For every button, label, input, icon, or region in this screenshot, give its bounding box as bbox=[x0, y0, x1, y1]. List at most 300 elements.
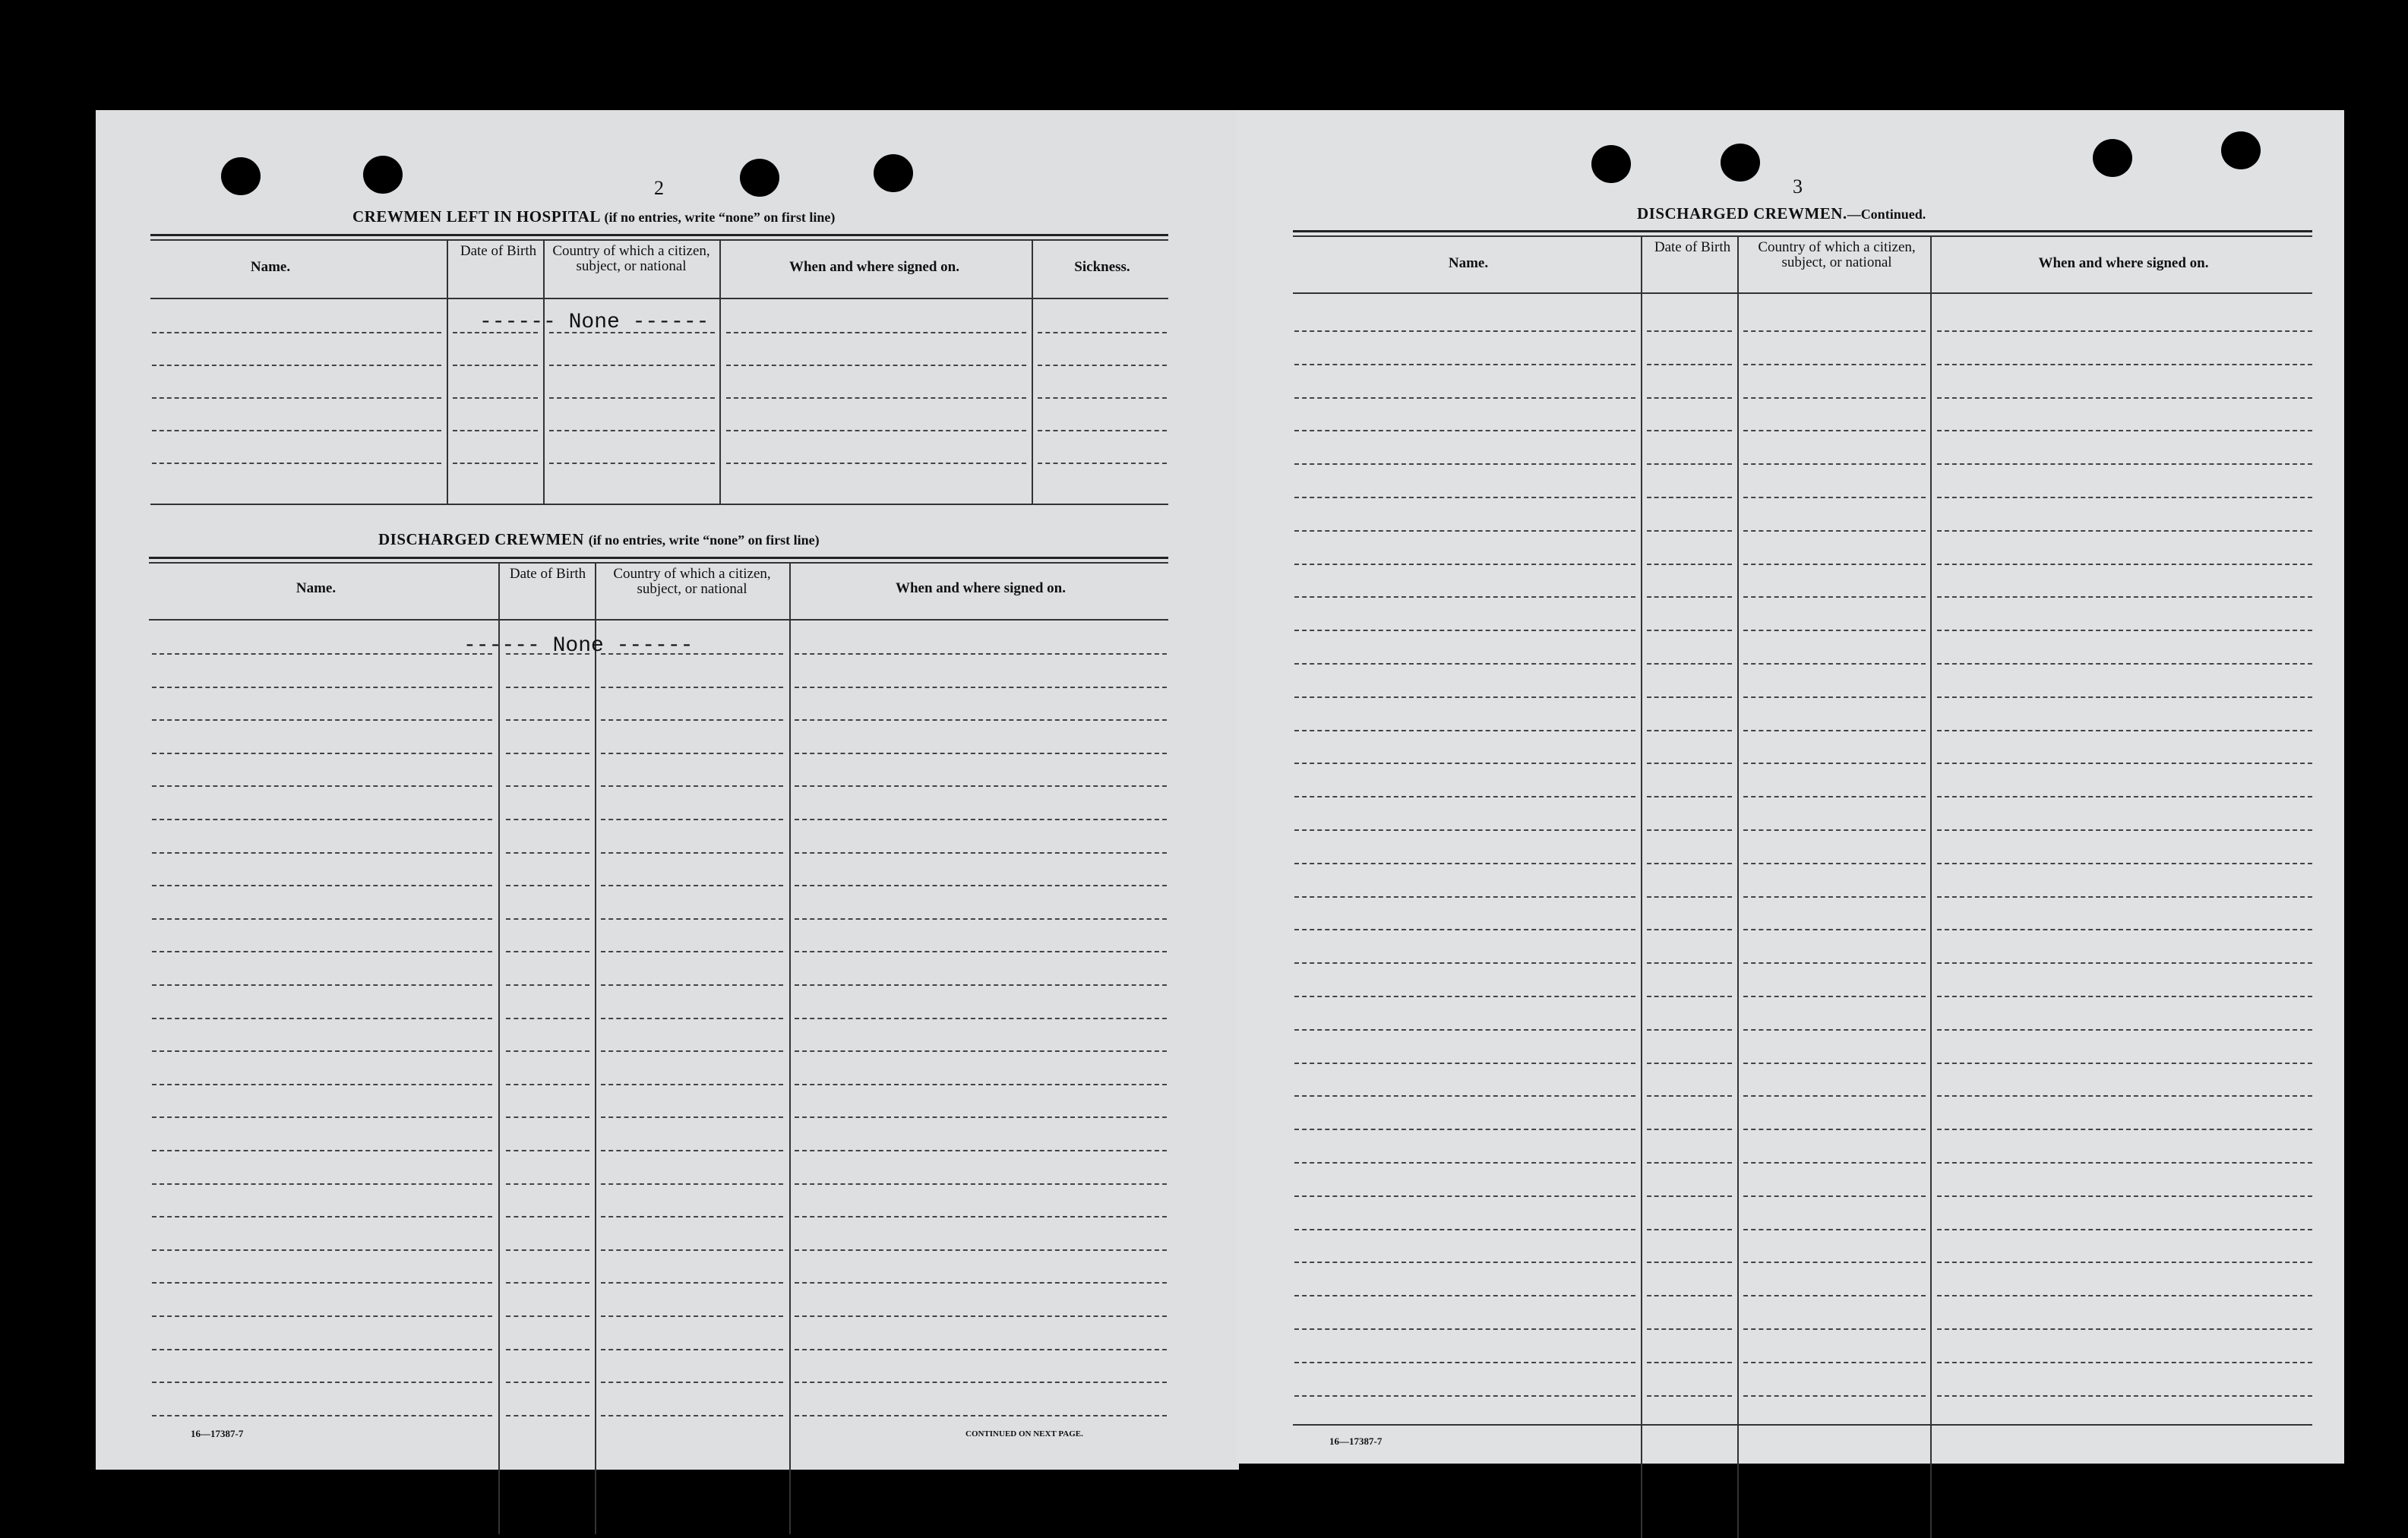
row-line bbox=[1647, 796, 1732, 797]
row-line bbox=[795, 687, 1167, 688]
row-line bbox=[601, 918, 783, 920]
row-line bbox=[1647, 1095, 1732, 1097]
hospital-none-entry: ------ None ------ bbox=[479, 311, 709, 334]
row-line bbox=[1743, 596, 1926, 598]
row-line bbox=[1743, 630, 1926, 631]
row-line bbox=[601, 1018, 783, 1019]
discharged-none-entry: ------ None ------ bbox=[463, 634, 694, 658]
row-line bbox=[601, 1050, 783, 1052]
row-line bbox=[1647, 430, 1732, 431]
row-line bbox=[601, 1116, 783, 1118]
col-header-country: Country of which a citizen, subject, or national bbox=[613, 566, 771, 597]
row-line bbox=[795, 753, 1167, 754]
punch-hole bbox=[874, 154, 913, 192]
row-line bbox=[1937, 364, 2312, 365]
row-line bbox=[1937, 430, 2312, 431]
row-line bbox=[506, 819, 589, 820]
row-line bbox=[1937, 796, 2312, 797]
row-line bbox=[1647, 1362, 1732, 1363]
row-line bbox=[506, 984, 589, 986]
row-line bbox=[1294, 863, 1635, 864]
row-line bbox=[506, 1150, 589, 1151]
row-line bbox=[795, 1282, 1167, 1284]
row-line bbox=[506, 1084, 589, 1085]
table-rule bbox=[1293, 230, 2312, 232]
row-line bbox=[1743, 863, 1926, 864]
row-line bbox=[506, 885, 589, 886]
form-number: 16—17387-7 bbox=[1329, 1435, 1383, 1447]
row-line bbox=[1038, 463, 1167, 464]
row-line bbox=[795, 1249, 1167, 1251]
row-line bbox=[1937, 1063, 2312, 1064]
row-line bbox=[601, 687, 783, 688]
row-line bbox=[1743, 663, 1926, 665]
table-rule bbox=[150, 298, 1168, 299]
row-line bbox=[506, 719, 589, 721]
row-line bbox=[1743, 962, 1926, 964]
row-line bbox=[1647, 1029, 1732, 1031]
row-line bbox=[1937, 962, 2312, 964]
row-line bbox=[1743, 564, 1926, 565]
row-line bbox=[1743, 497, 1926, 498]
row-line bbox=[1937, 929, 2312, 930]
row-line bbox=[1743, 364, 1926, 365]
row-line bbox=[726, 365, 1026, 366]
row-line bbox=[506, 1349, 589, 1350]
row-line bbox=[1647, 1063, 1732, 1064]
row-line bbox=[601, 819, 783, 820]
col-header-name: Name. bbox=[1448, 255, 1489, 271]
row-line bbox=[1743, 829, 1926, 831]
table-rule bbox=[1293, 1424, 2312, 1426]
row-line bbox=[152, 653, 492, 655]
row-line bbox=[1647, 1328, 1732, 1330]
row-line bbox=[601, 1282, 783, 1284]
row-line bbox=[1743, 996, 1926, 997]
column-divider bbox=[789, 562, 791, 1534]
row-line bbox=[1294, 1095, 1635, 1097]
row-line bbox=[152, 365, 441, 366]
row-line bbox=[1937, 630, 2312, 631]
col-header-signed-on: When and where signed on. bbox=[2038, 255, 2209, 271]
row-line bbox=[506, 1382, 589, 1383]
row-line bbox=[1294, 364, 1635, 365]
col-header-signed-on: When and where signed on. bbox=[788, 259, 959, 275]
row-line bbox=[1294, 463, 1635, 465]
row-line bbox=[1743, 1195, 1926, 1197]
row-line bbox=[506, 1249, 589, 1251]
row-line bbox=[1743, 1395, 1926, 1397]
row-line bbox=[1743, 1063, 1926, 1064]
row-line bbox=[795, 1415, 1167, 1416]
row-line bbox=[549, 430, 715, 431]
row-line bbox=[1937, 497, 2312, 498]
row-line bbox=[152, 1050, 492, 1052]
row-line bbox=[453, 430, 538, 431]
row-line bbox=[1647, 364, 1732, 365]
row-line bbox=[1294, 397, 1635, 399]
row-line bbox=[795, 885, 1167, 886]
column-divider bbox=[1032, 239, 1033, 505]
column-divider bbox=[1737, 235, 1739, 1538]
row-line bbox=[795, 951, 1167, 952]
row-line bbox=[1743, 1295, 1926, 1296]
row-line bbox=[1743, 929, 1926, 930]
row-line bbox=[453, 365, 538, 366]
row-line bbox=[1937, 1362, 2312, 1363]
row-line bbox=[601, 1415, 783, 1416]
row-line bbox=[1937, 564, 2312, 565]
row-line bbox=[1937, 1262, 2312, 1263]
row-line bbox=[152, 819, 492, 820]
row-line bbox=[1937, 996, 2312, 997]
row-line bbox=[1743, 1162, 1926, 1164]
row-line bbox=[795, 719, 1167, 721]
row-line bbox=[549, 463, 715, 464]
row-line bbox=[1937, 1129, 2312, 1130]
row-line bbox=[152, 984, 492, 986]
row-line bbox=[1294, 497, 1635, 498]
row-line bbox=[152, 1315, 492, 1317]
row-line bbox=[1647, 564, 1732, 565]
row-line bbox=[1743, 1129, 1926, 1130]
row-line bbox=[1647, 896, 1732, 898]
row-line bbox=[152, 332, 441, 333]
row-line bbox=[1937, 829, 2312, 831]
row-line bbox=[152, 918, 492, 920]
continued-note: CONTINUED ON NEXT PAGE. bbox=[965, 1429, 1083, 1439]
row-line bbox=[152, 1415, 492, 1416]
row-line bbox=[1743, 1095, 1926, 1097]
row-line bbox=[1294, 663, 1635, 665]
row-line bbox=[506, 1282, 589, 1284]
row-line bbox=[152, 1018, 492, 1019]
row-line bbox=[1743, 896, 1926, 898]
row-line bbox=[506, 753, 589, 754]
row-line bbox=[1294, 530, 1635, 532]
row-line bbox=[1743, 796, 1926, 797]
row-line bbox=[1294, 1295, 1635, 1296]
row-line bbox=[1294, 1063, 1635, 1064]
row-line bbox=[1647, 530, 1732, 532]
row-line bbox=[795, 653, 1167, 655]
form-number: 16—17387-7 bbox=[191, 1428, 244, 1439]
row-line bbox=[1743, 530, 1926, 532]
row-line bbox=[1937, 596, 2312, 598]
row-line bbox=[795, 1150, 1167, 1151]
row-line bbox=[795, 852, 1167, 854]
row-line bbox=[152, 785, 492, 787]
row-line bbox=[1937, 663, 2312, 665]
row-line bbox=[1647, 596, 1732, 598]
row-line bbox=[1743, 1328, 1926, 1330]
row-line bbox=[601, 852, 783, 854]
row-line bbox=[1743, 730, 1926, 731]
row-line bbox=[1937, 1029, 2312, 1031]
row-line bbox=[1294, 430, 1635, 431]
hospital-section-title: CREWMEN LEFT IN HOSPITAL (if no entries, write “none” on first line) bbox=[352, 207, 836, 226]
row-line bbox=[795, 1315, 1167, 1317]
column-divider bbox=[498, 562, 500, 1534]
row-line bbox=[795, 1216, 1167, 1217]
row-line bbox=[1743, 463, 1926, 465]
row-line bbox=[1038, 430, 1167, 431]
row-line bbox=[1937, 1295, 2312, 1296]
row-line bbox=[1294, 1029, 1635, 1031]
row-line bbox=[601, 885, 783, 886]
row-line bbox=[795, 785, 1167, 787]
row-line bbox=[1294, 1195, 1635, 1197]
row-line bbox=[795, 984, 1167, 986]
row-line bbox=[1647, 397, 1732, 399]
page-number: 3 bbox=[1793, 175, 1803, 197]
row-line bbox=[795, 1050, 1167, 1052]
row-line bbox=[1937, 1195, 2312, 1197]
row-line bbox=[795, 1183, 1167, 1185]
row-line bbox=[1294, 564, 1635, 565]
row-line bbox=[506, 918, 589, 920]
row-line bbox=[549, 397, 715, 399]
row-line bbox=[152, 1349, 492, 1350]
row-line bbox=[1647, 1195, 1732, 1197]
table-rule bbox=[1293, 292, 2312, 294]
row-line bbox=[152, 1084, 492, 1085]
col-header-country: Country of which a citizen, subject, or national bbox=[552, 243, 710, 274]
row-line bbox=[795, 1349, 1167, 1350]
row-line bbox=[601, 1084, 783, 1085]
col-header-dob: Date of Birth bbox=[1654, 239, 1731, 255]
column-divider bbox=[447, 239, 448, 505]
row-line bbox=[1743, 330, 1926, 332]
row-line bbox=[1937, 763, 2312, 764]
row-line bbox=[1294, 1362, 1635, 1363]
row-line bbox=[506, 1050, 589, 1052]
row-line bbox=[1294, 1229, 1635, 1230]
row-line bbox=[453, 463, 538, 464]
row-line bbox=[1743, 1229, 1926, 1230]
col-header-name: Name. bbox=[295, 580, 337, 596]
row-line bbox=[1743, 1029, 1926, 1031]
row-line bbox=[1937, 1328, 2312, 1330]
row-line bbox=[1937, 696, 2312, 698]
row-line bbox=[1647, 1229, 1732, 1230]
row-line bbox=[506, 1415, 589, 1416]
table-rule bbox=[149, 562, 1168, 564]
left-page bbox=[96, 110, 1239, 1470]
row-line bbox=[1294, 596, 1635, 598]
row-line bbox=[795, 819, 1167, 820]
row-line bbox=[1294, 1129, 1635, 1130]
row-line bbox=[1647, 330, 1732, 332]
row-line bbox=[601, 785, 783, 787]
row-line bbox=[152, 397, 441, 399]
row-line bbox=[506, 1315, 589, 1317]
row-line bbox=[1294, 796, 1635, 797]
row-line bbox=[1294, 696, 1635, 698]
row-line bbox=[726, 397, 1026, 399]
discharged-section-title: DISCHARGED CREWMEN (if no entries, write “none” on first line) bbox=[378, 530, 820, 548]
table-rule bbox=[149, 557, 1168, 559]
row-line bbox=[152, 687, 492, 688]
row-line bbox=[1647, 1395, 1732, 1397]
row-line bbox=[1647, 1262, 1732, 1263]
page-number: 2 bbox=[654, 177, 664, 199]
row-line bbox=[1294, 1262, 1635, 1263]
row-line bbox=[1937, 730, 2312, 731]
row-line bbox=[1647, 929, 1732, 930]
row-line bbox=[1038, 397, 1167, 399]
row-line bbox=[726, 463, 1026, 464]
punch-hole bbox=[363, 156, 403, 194]
row-line bbox=[1937, 397, 2312, 399]
row-line bbox=[601, 1183, 783, 1185]
col-header-sickness: Sickness. bbox=[1074, 259, 1130, 275]
row-line bbox=[601, 951, 783, 952]
row-line bbox=[1294, 1328, 1635, 1330]
row-line bbox=[506, 852, 589, 854]
row-line bbox=[1647, 829, 1732, 831]
table-rule bbox=[150, 504, 1168, 505]
row-line bbox=[795, 1018, 1167, 1019]
row-line bbox=[1038, 365, 1167, 366]
row-line bbox=[726, 332, 1026, 333]
row-line bbox=[1743, 430, 1926, 431]
row-line bbox=[1647, 863, 1732, 864]
punch-hole bbox=[1591, 145, 1631, 183]
row-line bbox=[1294, 763, 1635, 764]
column-divider bbox=[719, 239, 721, 505]
row-line bbox=[1294, 730, 1635, 731]
row-line bbox=[549, 365, 715, 366]
row-line bbox=[506, 1018, 589, 1019]
row-line bbox=[601, 1349, 783, 1350]
table-rule bbox=[149, 619, 1168, 621]
row-line bbox=[506, 951, 589, 952]
row-line bbox=[152, 1116, 492, 1118]
row-line bbox=[152, 1282, 492, 1284]
row-line bbox=[152, 852, 492, 854]
row-line bbox=[726, 430, 1026, 431]
col-header-country: Country of which a citizen, subject, or national bbox=[1758, 239, 1916, 270]
row-line bbox=[1294, 330, 1635, 332]
row-line bbox=[1647, 630, 1732, 631]
row-line bbox=[1647, 463, 1732, 465]
row-line bbox=[506, 1216, 589, 1217]
col-header-signed-on: When and where signed on. bbox=[895, 580, 1066, 596]
discharged-continued-title: DISCHARGED CREWMEN.—Continued. bbox=[1637, 204, 1926, 223]
row-line bbox=[601, 753, 783, 754]
row-line bbox=[152, 1183, 492, 1185]
row-line bbox=[152, 753, 492, 754]
row-line bbox=[795, 1084, 1167, 1085]
row-line bbox=[1743, 1262, 1926, 1263]
row-line bbox=[1937, 863, 2312, 864]
column-divider bbox=[1930, 235, 1932, 1538]
row-line bbox=[1647, 962, 1732, 964]
row-line bbox=[601, 1249, 783, 1251]
punch-hole bbox=[2221, 131, 2261, 169]
row-line bbox=[1294, 1162, 1635, 1164]
column-divider bbox=[543, 239, 545, 505]
row-line bbox=[1647, 763, 1732, 764]
row-line bbox=[1294, 929, 1635, 930]
row-line bbox=[152, 719, 492, 721]
row-line bbox=[795, 1116, 1167, 1118]
row-line bbox=[1647, 1295, 1732, 1296]
row-line bbox=[601, 1382, 783, 1383]
punch-hole bbox=[2093, 139, 2132, 177]
row-line bbox=[1647, 663, 1732, 665]
row-line bbox=[795, 1382, 1167, 1383]
right-page bbox=[1237, 110, 2344, 1464]
row-line bbox=[1937, 1095, 2312, 1097]
row-line bbox=[152, 430, 441, 431]
row-line bbox=[601, 1216, 783, 1217]
row-line bbox=[453, 397, 538, 399]
row-line bbox=[1743, 1362, 1926, 1363]
row-line bbox=[1294, 630, 1635, 631]
row-line bbox=[1294, 1395, 1635, 1397]
row-line bbox=[1294, 962, 1635, 964]
col-header-dob: Date of Birth bbox=[460, 243, 537, 259]
row-line bbox=[1294, 996, 1635, 997]
row-line bbox=[1647, 497, 1732, 498]
row-line bbox=[1743, 397, 1926, 399]
row-line bbox=[1294, 896, 1635, 898]
row-line bbox=[1647, 696, 1732, 698]
row-line bbox=[506, 687, 589, 688]
row-line bbox=[1937, 1162, 2312, 1164]
row-line bbox=[506, 785, 589, 787]
col-header-name: Name. bbox=[250, 259, 291, 275]
row-line bbox=[1743, 763, 1926, 764]
row-line bbox=[1937, 1395, 2312, 1397]
row-line bbox=[506, 1116, 589, 1118]
row-line bbox=[1294, 829, 1635, 831]
row-line bbox=[152, 463, 441, 464]
row-line bbox=[1647, 730, 1732, 731]
row-line bbox=[1937, 330, 2312, 332]
col-header-dob: Date of Birth bbox=[509, 566, 586, 582]
row-line bbox=[601, 719, 783, 721]
row-line bbox=[601, 1150, 783, 1151]
row-line bbox=[601, 1315, 783, 1317]
row-line bbox=[506, 1183, 589, 1185]
punch-hole bbox=[221, 157, 261, 195]
punch-hole bbox=[1721, 144, 1760, 182]
row-line bbox=[1038, 332, 1167, 333]
row-line bbox=[1937, 463, 2312, 465]
row-line bbox=[795, 918, 1167, 920]
row-line bbox=[1647, 996, 1732, 997]
column-divider bbox=[595, 562, 596, 1534]
row-line bbox=[1743, 696, 1926, 698]
row-line bbox=[601, 984, 783, 986]
row-line bbox=[1937, 896, 2312, 898]
row-line bbox=[152, 1216, 492, 1217]
column-divider bbox=[1641, 235, 1642, 1538]
table-rule bbox=[150, 239, 1168, 241]
punch-hole bbox=[740, 159, 779, 197]
table-rule bbox=[150, 234, 1168, 236]
row-line bbox=[152, 1150, 492, 1151]
row-line bbox=[152, 1382, 492, 1383]
row-line bbox=[1937, 1229, 2312, 1230]
row-line bbox=[152, 1249, 492, 1251]
row-line bbox=[152, 951, 492, 952]
row-line bbox=[1647, 1129, 1732, 1130]
row-line bbox=[1937, 530, 2312, 532]
